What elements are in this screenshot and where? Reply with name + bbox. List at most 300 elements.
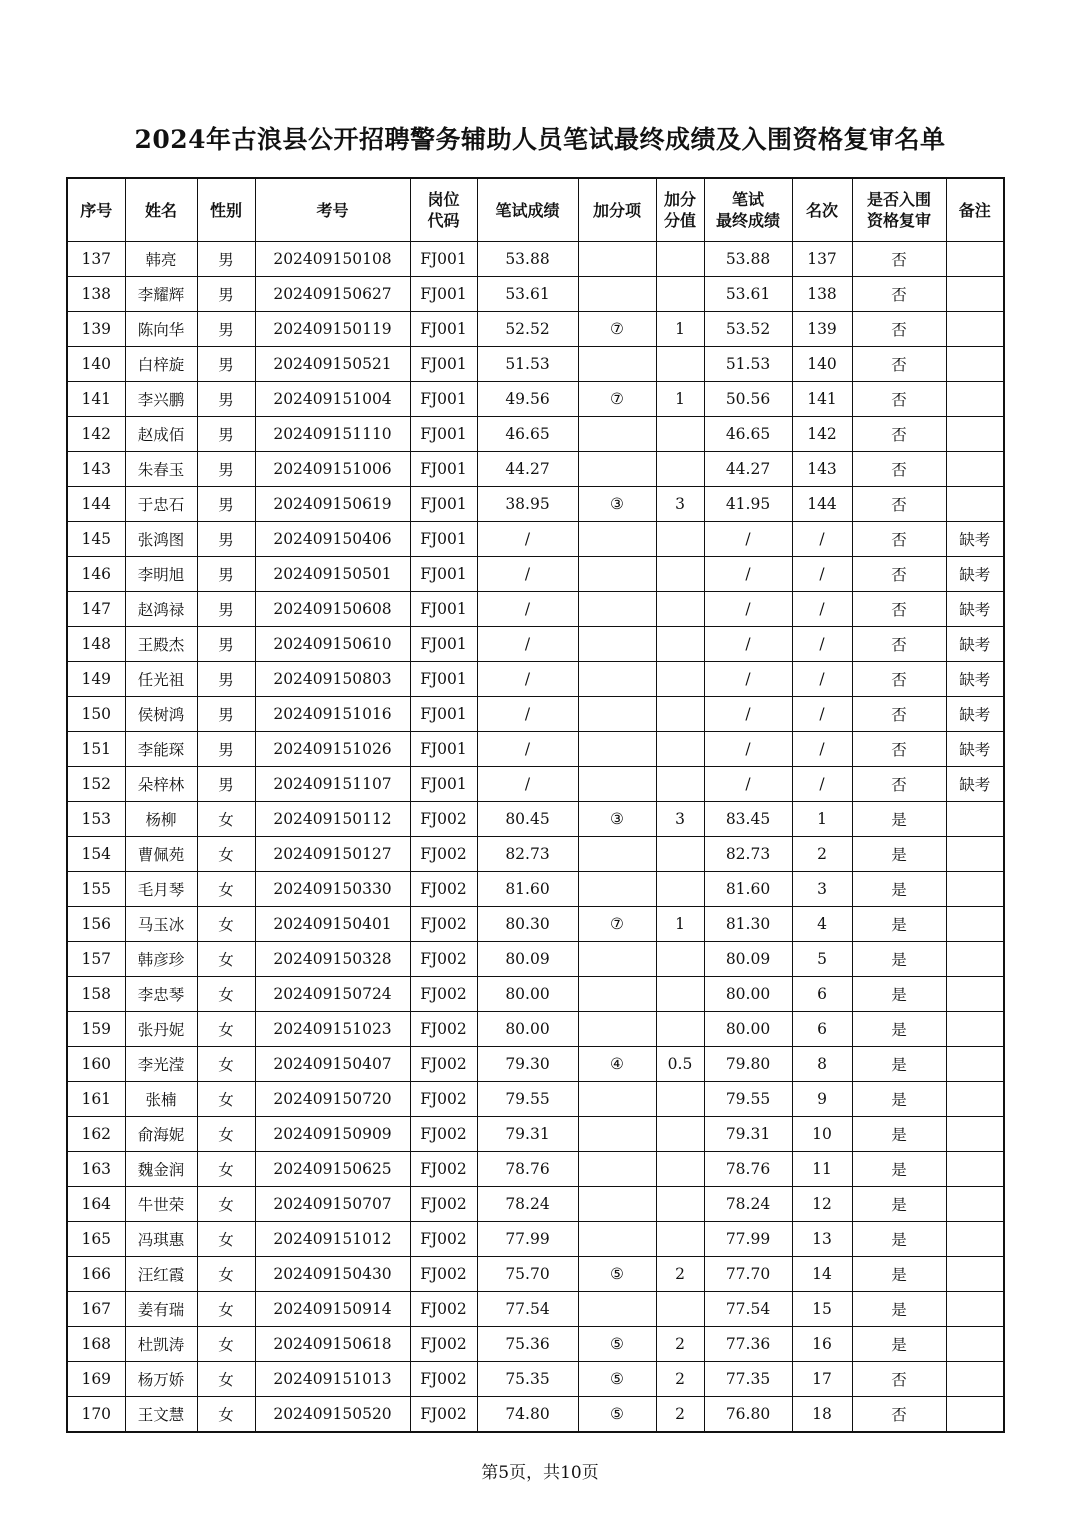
cell-final-score: 82.73: [704, 837, 792, 872]
header-line: 加分项: [592, 200, 641, 220]
cell-rank: 1: [792, 802, 852, 837]
cell-rank: 141: [792, 382, 852, 417]
header-line: 最终成绩: [715, 211, 780, 230]
cell-seq: 164: [67, 1187, 125, 1222]
cell-name: 张鸿图: [125, 522, 197, 557]
table-row: [67, 417, 1004, 452]
cell-rank: 13: [792, 1222, 852, 1257]
cell-name: 魏金润: [125, 1152, 197, 1187]
cell-remark: [946, 452, 1004, 487]
cell-exam-no: 202409151023: [255, 1012, 410, 1047]
cell-name: 张楠: [125, 1082, 197, 1117]
cell-final-score: 77.36: [704, 1327, 792, 1362]
cell-name: 朵梓林: [125, 767, 197, 802]
cell-rank: /: [792, 522, 852, 557]
cell-bonus-item: ③: [578, 802, 656, 837]
cell-final-score: 80.09: [704, 942, 792, 977]
header-line: 考号: [316, 200, 349, 220]
table-row: [67, 522, 1004, 557]
cell-post-code: FJ002: [410, 872, 477, 907]
cell-exam-no: 202409150520: [255, 1397, 410, 1433]
cell-written-score: 52.52: [477, 312, 578, 347]
cell-written-score: 78.76: [477, 1152, 578, 1187]
cell-written-score: 79.31: [477, 1117, 578, 1152]
cell-remark: 缺考: [946, 627, 1004, 662]
cell-gender: 男: [197, 627, 255, 662]
cell-rank: 4: [792, 907, 852, 942]
cell-shortlisted: 是: [852, 1152, 946, 1187]
cell-exam-no: 202409151013: [255, 1362, 410, 1397]
cell-written-score: 53.61: [477, 277, 578, 312]
cell-remark: [946, 487, 1004, 522]
cell-shortlisted: 否: [852, 452, 946, 487]
cell-bonus-value: [656, 277, 704, 312]
cell-bonus-item: ⑦: [578, 312, 656, 347]
cell-exam-no: 202409150619: [255, 487, 410, 522]
cell-shortlisted: 否: [852, 627, 946, 662]
cell-final-score: 81.30: [704, 907, 792, 942]
cell-final-score: /: [704, 522, 792, 557]
cell-name: 杜凯涛: [125, 1327, 197, 1362]
cell-shortlisted: 是: [852, 977, 946, 1012]
cell-name: 俞海妮: [125, 1117, 197, 1152]
cell-post-code: FJ001: [410, 662, 477, 697]
cell-written-score: /: [477, 592, 578, 627]
header-line: 笔试: [731, 190, 764, 209]
cell-final-score: 77.99: [704, 1222, 792, 1257]
cell-name: 于忠石: [125, 487, 197, 522]
cell-written-score: 46.65: [477, 417, 578, 452]
cell-bonus-item: [578, 1222, 656, 1257]
cell-gender: 女: [197, 837, 255, 872]
cell-exam-no: 202409150707: [255, 1187, 410, 1222]
cell-gender: 女: [197, 1152, 255, 1187]
cell-shortlisted: 否: [852, 487, 946, 522]
header-line: 名次: [805, 200, 838, 220]
cell-shortlisted: 否: [852, 277, 946, 312]
cell-remark: [946, 382, 1004, 417]
cell-exam-no: 202409151004: [255, 382, 410, 417]
cell-seq: 159: [67, 1012, 125, 1047]
cell-post-code: FJ002: [410, 1397, 477, 1433]
cell-bonus-item: [578, 1117, 656, 1152]
cell-rank: 17: [792, 1362, 852, 1397]
cell-remark: [946, 1292, 1004, 1327]
cell-gender: 女: [197, 1047, 255, 1082]
cell-seq: 167: [67, 1292, 125, 1327]
cell-gender: 女: [197, 1222, 255, 1257]
table-row: [67, 487, 1004, 522]
cell-bonus-value: [656, 347, 704, 382]
cell-post-code: FJ001: [410, 452, 477, 487]
cell-bonus-item: [578, 557, 656, 592]
cell-exam-no: 202409150406: [255, 522, 410, 557]
cell-gender: 男: [197, 347, 255, 382]
cell-bonus-value: [656, 1117, 704, 1152]
cell-shortlisted: 是: [852, 1082, 946, 1117]
table-row: [67, 277, 1004, 312]
cell-post-code: FJ002: [410, 1327, 477, 1362]
cell-exam-no: 202409150328: [255, 942, 410, 977]
cell-bonus-value: [656, 837, 704, 872]
cell-remark: [946, 802, 1004, 837]
cell-gender: 女: [197, 802, 255, 837]
header-line: 代码: [427, 211, 460, 230]
cell-final-score: /: [704, 592, 792, 627]
cell-name: 李忠琴: [125, 977, 197, 1012]
cell-shortlisted: 是: [852, 1117, 946, 1152]
cell-shortlisted: 否: [852, 1362, 946, 1397]
cell-seq: 156: [67, 907, 125, 942]
cell-final-score: 41.95: [704, 487, 792, 522]
cell-gender: 男: [197, 242, 255, 277]
cell-post-code: FJ001: [410, 382, 477, 417]
table-body: [67, 242, 1004, 1433]
cell-name: 王文慧: [125, 1397, 197, 1433]
cell-seq: 153: [67, 802, 125, 837]
table-row: [67, 242, 1004, 277]
cell-post-code: FJ002: [410, 802, 477, 837]
cell-seq: 148: [67, 627, 125, 662]
cell-seq: 152: [67, 767, 125, 802]
cell-exam-no: 202409150401: [255, 907, 410, 942]
cell-shortlisted: 是: [852, 802, 946, 837]
cell-rank: 3: [792, 872, 852, 907]
cell-post-code: FJ002: [410, 1222, 477, 1257]
cell-post-code: FJ002: [410, 1362, 477, 1397]
table-row: [67, 802, 1004, 837]
cell-bonus-value: [656, 592, 704, 627]
header-line: 资格复审: [866, 211, 931, 230]
cell-rank: 140: [792, 347, 852, 382]
header-shortlisted: [852, 178, 946, 242]
cell-rank: 15: [792, 1292, 852, 1327]
cell-final-score: 80.00: [704, 977, 792, 1012]
cell-gender: 男: [197, 662, 255, 697]
cell-bonus-value: [656, 1292, 704, 1327]
table-row: [67, 732, 1004, 767]
cell-name: 韩亮: [125, 242, 197, 277]
cell-written-score: 80.45: [477, 802, 578, 837]
cell-remark: [946, 1047, 1004, 1082]
cell-gender: 女: [197, 1362, 255, 1397]
cell-bonus-value: 3: [656, 487, 704, 522]
cell-post-code: FJ002: [410, 1082, 477, 1117]
cell-seq: 146: [67, 557, 125, 592]
cell-written-score: 74.80: [477, 1397, 578, 1433]
cell-rank: 2: [792, 837, 852, 872]
cell-bonus-item: [578, 592, 656, 627]
cell-name: 白梓旋: [125, 347, 197, 382]
cell-seq: 145: [67, 522, 125, 557]
cell-bonus-item: ⑦: [578, 382, 656, 417]
cell-name: 杨柳: [125, 802, 197, 837]
cell-name: 姜有瑞: [125, 1292, 197, 1327]
cell-exam-no: 202409150127: [255, 837, 410, 872]
cell-gender: 男: [197, 382, 255, 417]
cell-bonus-value: 2: [656, 1397, 704, 1433]
header-line: 是否入围: [866, 190, 931, 209]
header-final-score: [704, 178, 792, 242]
cell-remark: 缺考: [946, 732, 1004, 767]
cell-gender: 女: [197, 1292, 255, 1327]
cell-seq: 170: [67, 1397, 125, 1433]
cell-name: 李能琛: [125, 732, 197, 767]
cell-exam-no: 202409150119: [255, 312, 410, 347]
cell-seq: 142: [67, 417, 125, 452]
cell-bonus-value: [656, 977, 704, 1012]
cell-bonus-value: 0.5: [656, 1047, 704, 1082]
cell-post-code: FJ001: [410, 417, 477, 452]
cell-final-score: 78.76: [704, 1152, 792, 1187]
table-row: [67, 1222, 1004, 1257]
cell-shortlisted: 是: [852, 1257, 946, 1292]
cell-post-code: FJ001: [410, 487, 477, 522]
cell-rank: 9: [792, 1082, 852, 1117]
cell-rank: 142: [792, 417, 852, 452]
header-line: 加分: [663, 190, 696, 209]
cell-written-score: /: [477, 697, 578, 732]
header-bonus-value: [656, 178, 704, 242]
cell-post-code: FJ001: [410, 767, 477, 802]
cell-bonus-item: [578, 522, 656, 557]
cell-rank: 139: [792, 312, 852, 347]
header-exam-no: [255, 178, 410, 242]
cell-bonus-item: ⑦: [578, 907, 656, 942]
cell-written-score: 82.73: [477, 837, 578, 872]
cell-rank: 5: [792, 942, 852, 977]
table-row: [67, 1327, 1004, 1362]
cell-written-score: 75.35: [477, 1362, 578, 1397]
cell-written-score: /: [477, 522, 578, 557]
cell-remark: [946, 907, 1004, 942]
cell-seq: 144: [67, 487, 125, 522]
cell-name: 冯琪惠: [125, 1222, 197, 1257]
cell-seq: 154: [67, 837, 125, 872]
cell-seq: 162: [67, 1117, 125, 1152]
cell-bonus-item: [578, 732, 656, 767]
cell-final-score: 77.70: [704, 1257, 792, 1292]
cell-written-score: 51.53: [477, 347, 578, 382]
cell-rank: /: [792, 592, 852, 627]
cell-name: 王殿杰: [125, 627, 197, 662]
cell-bonus-item: [578, 662, 656, 697]
cell-exam-no: 202409150720: [255, 1082, 410, 1117]
cell-name: 李耀辉: [125, 277, 197, 312]
cell-shortlisted: 否: [852, 347, 946, 382]
cell-name: 李光滢: [125, 1047, 197, 1082]
cell-final-score: 78.24: [704, 1187, 792, 1222]
cell-bonus-value: 2: [656, 1327, 704, 1362]
cell-exam-no: 202409151012: [255, 1222, 410, 1257]
cell-remark: [946, 1397, 1004, 1433]
cell-rank: 143: [792, 452, 852, 487]
cell-remark: [946, 1362, 1004, 1397]
table-row: [67, 907, 1004, 942]
cell-gender: 女: [197, 977, 255, 1012]
cell-post-code: FJ001: [410, 732, 477, 767]
cell-final-score: 46.65: [704, 417, 792, 452]
cell-written-score: 80.00: [477, 1012, 578, 1047]
cell-written-score: /: [477, 557, 578, 592]
cell-bonus-item: ⑤: [578, 1397, 656, 1433]
cell-seq: 165: [67, 1222, 125, 1257]
cell-rank: 8: [792, 1047, 852, 1082]
cell-final-score: 53.61: [704, 277, 792, 312]
cell-exam-no: 202409151026: [255, 732, 410, 767]
cell-exam-no: 202409150724: [255, 977, 410, 1012]
cell-written-score: /: [477, 662, 578, 697]
cell-post-code: FJ001: [410, 557, 477, 592]
cell-bonus-value: [656, 242, 704, 277]
cell-name: 韩彦珍: [125, 942, 197, 977]
cell-rank: 137: [792, 242, 852, 277]
cell-remark: [946, 1257, 1004, 1292]
cell-bonus-item: [578, 837, 656, 872]
cell-written-score: 78.24: [477, 1187, 578, 1222]
cell-bonus-item: [578, 1152, 656, 1187]
cell-bonus-value: [656, 1187, 704, 1222]
cell-written-score: 79.30: [477, 1047, 578, 1082]
cell-remark: 缺考: [946, 767, 1004, 802]
cell-seq: 137: [67, 242, 125, 277]
cell-shortlisted: 否: [852, 382, 946, 417]
cell-bonus-value: [656, 417, 704, 452]
cell-remark: 缺考: [946, 522, 1004, 557]
cell-bonus-item: ⑤: [578, 1257, 656, 1292]
cell-gender: 女: [197, 907, 255, 942]
cell-gender: 女: [197, 1327, 255, 1362]
cell-name: 赵鸿禄: [125, 592, 197, 627]
cell-post-code: FJ001: [410, 242, 477, 277]
cell-written-score: 80.30: [477, 907, 578, 942]
cell-shortlisted: 否: [852, 1397, 946, 1433]
cell-exam-no: 202409150407: [255, 1047, 410, 1082]
cell-shortlisted: 是: [852, 942, 946, 977]
cell-written-score: /: [477, 767, 578, 802]
cell-seq: 147: [67, 592, 125, 627]
cell-written-score: 75.36: [477, 1327, 578, 1362]
cell-bonus-value: [656, 662, 704, 697]
cell-final-score: 79.80: [704, 1047, 792, 1082]
cell-written-score: 80.00: [477, 977, 578, 1012]
cell-shortlisted: 否: [852, 767, 946, 802]
header-line: 分值: [663, 211, 696, 230]
table-row: [67, 347, 1004, 382]
cell-rank: /: [792, 662, 852, 697]
cell-gender: 女: [197, 1187, 255, 1222]
table-row: [67, 1082, 1004, 1117]
cell-gender: 女: [197, 1397, 255, 1433]
cell-bonus-value: 1: [656, 382, 704, 417]
cell-bonus-item: [578, 767, 656, 802]
cell-rank: 138: [792, 277, 852, 312]
cell-remark: [946, 942, 1004, 977]
cell-bonus-item: [578, 417, 656, 452]
cell-post-code: FJ002: [410, 1117, 477, 1152]
cell-bonus-item: ④: [578, 1047, 656, 1082]
cell-shortlisted: 是: [852, 1222, 946, 1257]
cell-post-code: FJ001: [410, 347, 477, 382]
cell-gender: 男: [197, 522, 255, 557]
table-row: [67, 1117, 1004, 1152]
cell-name: 汪红霞: [125, 1257, 197, 1292]
cell-exam-no: 202409150501: [255, 557, 410, 592]
cell-bonus-value: [656, 1222, 704, 1257]
cell-shortlisted: 是: [852, 1047, 946, 1082]
cell-final-score: 53.88: [704, 242, 792, 277]
cell-name: 张丹妮: [125, 1012, 197, 1047]
cell-exam-no: 202409151016: [255, 697, 410, 732]
cell-exam-no: 202409150330: [255, 872, 410, 907]
cell-bonus-value: [656, 697, 704, 732]
cell-remark: [946, 1152, 1004, 1187]
cell-written-score: 53.88: [477, 242, 578, 277]
cell-bonus-item: [578, 347, 656, 382]
cell-seq: 143: [67, 452, 125, 487]
cell-exam-no: 202409150112: [255, 802, 410, 837]
cell-post-code: FJ002: [410, 1187, 477, 1222]
cell-final-score: 50.56: [704, 382, 792, 417]
cell-remark: [946, 312, 1004, 347]
cell-gender: 男: [197, 557, 255, 592]
document-title: 2024年古浪县公开招聘警务辅助人员笔试最终成绩及入围资格复审名单: [134, 125, 946, 154]
cell-bonus-value: [656, 767, 704, 802]
cell-shortlisted: 否: [852, 417, 946, 452]
cell-bonus-item: [578, 1187, 656, 1222]
cell-seq: 158: [67, 977, 125, 1012]
cell-remark: [946, 977, 1004, 1012]
cell-seq: 169: [67, 1362, 125, 1397]
cell-shortlisted: 否: [852, 592, 946, 627]
cell-name: 马玉冰: [125, 907, 197, 942]
cell-written-score: 80.09: [477, 942, 578, 977]
cell-gender: 女: [197, 1257, 255, 1292]
cell-remark: [946, 242, 1004, 277]
cell-rank: /: [792, 557, 852, 592]
cell-name: 任光祖: [125, 662, 197, 697]
cell-remark: [946, 872, 1004, 907]
cell-bonus-item: [578, 872, 656, 907]
cell-bonus-item: [578, 977, 656, 1012]
cell-rank: 14: [792, 1257, 852, 1292]
cell-final-score: /: [704, 732, 792, 767]
cell-post-code: FJ001: [410, 312, 477, 347]
cell-bonus-item: [578, 1292, 656, 1327]
cell-exam-no: 202409151006: [255, 452, 410, 487]
cell-bonus-item: ⑤: [578, 1362, 656, 1397]
cell-final-score: /: [704, 557, 792, 592]
cell-exam-no: 202409150521: [255, 347, 410, 382]
table-row: [67, 1187, 1004, 1222]
header-line: 性别: [209, 200, 242, 220]
cell-name: 陈向华: [125, 312, 197, 347]
cell-seq: 168: [67, 1327, 125, 1362]
cell-bonus-item: ③: [578, 487, 656, 522]
cell-shortlisted: 是: [852, 872, 946, 907]
cell-post-code: FJ002: [410, 907, 477, 942]
cell-seq: 151: [67, 732, 125, 767]
cell-gender: 女: [197, 872, 255, 907]
cell-written-score: 49.56: [477, 382, 578, 417]
cell-bonus-value: 1: [656, 907, 704, 942]
cell-written-score: 44.27: [477, 452, 578, 487]
cell-name: 赵成佰: [125, 417, 197, 452]
cell-exam-no: 202409150108: [255, 242, 410, 277]
cell-shortlisted: 是: [852, 1187, 946, 1222]
table-row: [67, 592, 1004, 627]
cell-rank: 12: [792, 1187, 852, 1222]
